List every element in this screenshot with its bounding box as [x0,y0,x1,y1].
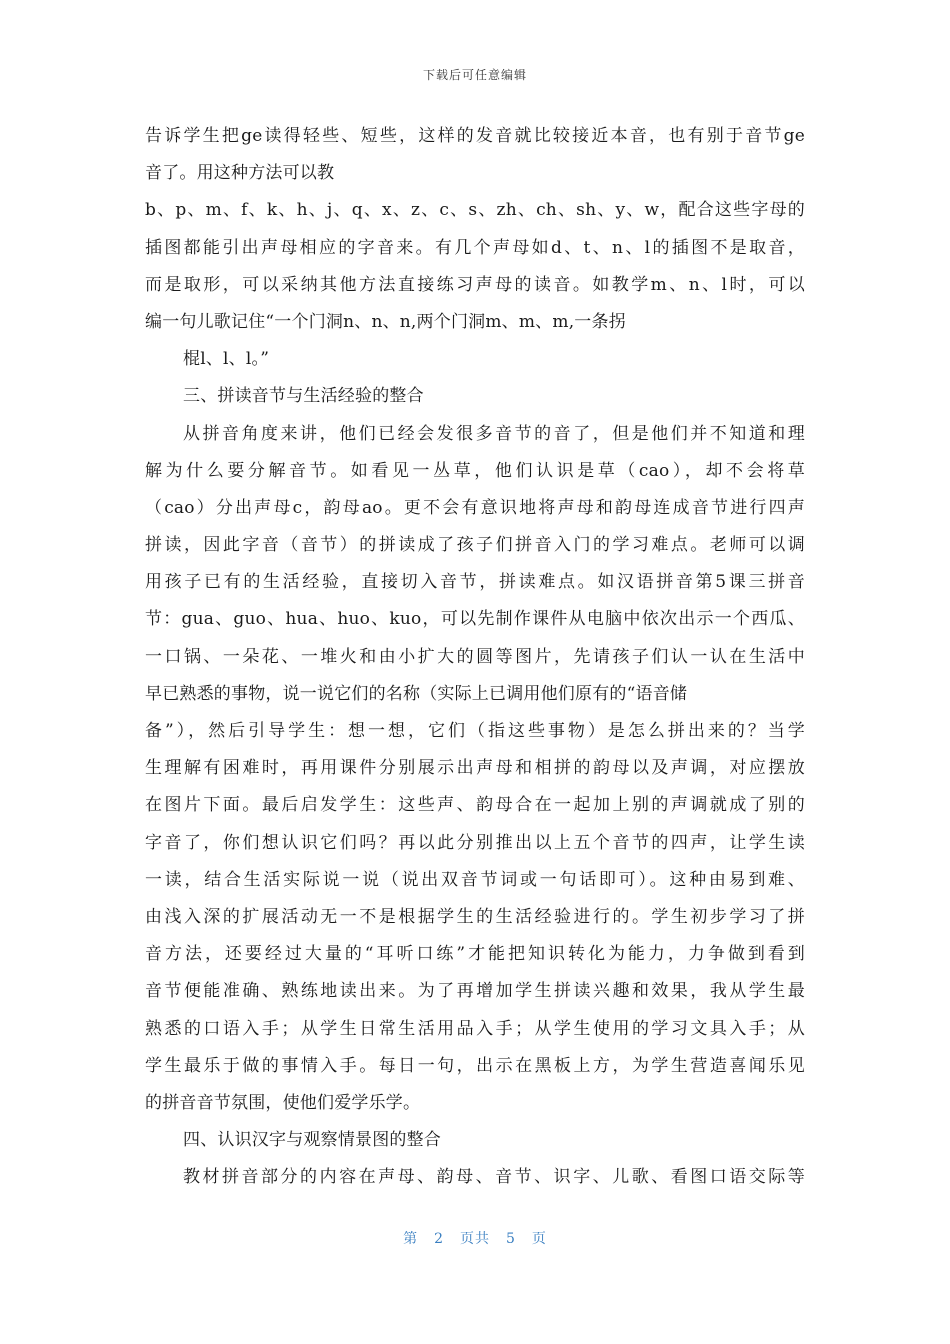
text-line: 教材拼音部分的内容在声母、韵母、音节、识字、儿歌、看图口语交际等 [183,1167,805,1188]
text-line: 插图都能引出声母相应的字音来。有几个声母如d、t、n、l的插图不是取音， [145,237,805,258]
footer-current-page: 2 [434,1231,444,1247]
text-line: 音节便能准确、熟练地读出来。为了再增加学生拼读兴趣和效果，我从学生最 [145,981,805,1002]
text-line: 由浅入深的扩展活动无一不是根据学生的生活经验进行的。学生初步学习了拼 [145,906,805,927]
text-line: 一口锅、一朵花、一堆火和由小扩大的圆等图片，先请孩子们认一认在生活中 [145,646,805,667]
text-line: 字音了，你们想认识它们吗？再以此分别推出以上五个音节的四声，让学生读 [145,832,805,853]
text-line: 在图片下面。最后启发学生：这些声、韵母合在一起加上别的声调就成了别的 [145,795,805,816]
text-line: 棍l、l、l。” [183,349,270,370]
text-line: 学生最乐于做的事情入手。每日一句，出示在黑板上方，为学生营造喜闻乐见 [145,1055,805,1076]
page-header: 下载后可任意编辑 [422,68,527,82]
text-line: 节：gua、guo、hua、huo、kuo，可以先制作课件从电脑中依次出示一个西瓜、 [145,609,805,630]
text-line: 编一句儿歌记住“一个门洞n、n、n,两个门洞m、m、m,一条拐 [145,311,626,332]
text-line: 四、认识汉字与观察情景图的整合 [183,1130,441,1151]
text-line: （cao）分出声母c，韵母ao。更不会有意识地将声母和韵母连成音节进行四声 [145,497,805,518]
text-line: 用孩子已有的生活经验，直接切入音节，拼读难点。如汉语拼音第5课三拼音 [145,572,805,593]
text-line: 而是取形，可以采纳其他方法直接练习声母的读音。如教学m、n、l时，可以 [145,274,805,295]
text-line: 音方法，还要经过大量的“耳听口练”才能把知识转化为能力，力争做到看到 [145,944,805,965]
footer-label-end: 页 [531,1231,547,1247]
document-body [145,118,805,1196]
page-footer [0,1228,950,1248]
footer-label-page: 第 [403,1231,419,1247]
text-line: 音了。用这种方法可以教 [145,163,335,184]
text-line: 熟悉的口语入手；从学生日常生活用品入手；从学生使用的学习文具入手；从 [145,1018,805,1039]
text-line: 的拼音音节氛围，使他们爱学乐学。 [145,1092,421,1113]
footer-total-pages: 5 [506,1231,516,1247]
text-line: 备”），然后引导学生：想一想，它们（指这些事物）是怎么拼出来的？当学 [145,721,805,741]
footer-label-total: 页共 [460,1231,490,1247]
text-line: b、p、m、f、k、h、j、q、x、z、c、s、zh、ch、sh、y、w，配合这些字母的 [145,200,805,221]
text-line: 三、拼读音节与生活经验的整合 [183,386,424,407]
text-line: 解为什么要分解音节。如看见一丛草，他们认识是草（cao），却不会将草 [145,460,805,481]
text-line: 从拼音角度来讲，他们已经会发很多音节的音了，但是他们并不知道和理 [183,423,805,444]
text-line: 一读，结合生活实际说一说（说出双音节词或一句话即可）。这种由易到难、 [145,869,805,890]
text-line: 拼读，因此字音（音节）的拼读成了孩子们拼音入门的学习难点。老师可以调 [145,535,805,556]
text-line: 早已熟悉的事物，说一说它们的名称（实际上已调用他们原有的“语音储 [145,683,688,704]
text-line: 告诉学生把ge读得轻些、短些，这样的发音就比较接近本音，也有别于音节ge [145,126,805,146]
text-line: 生理解有困难时，再用课件分别展示出声母和相拼的韵母以及声调，对应摆放 [145,758,805,779]
